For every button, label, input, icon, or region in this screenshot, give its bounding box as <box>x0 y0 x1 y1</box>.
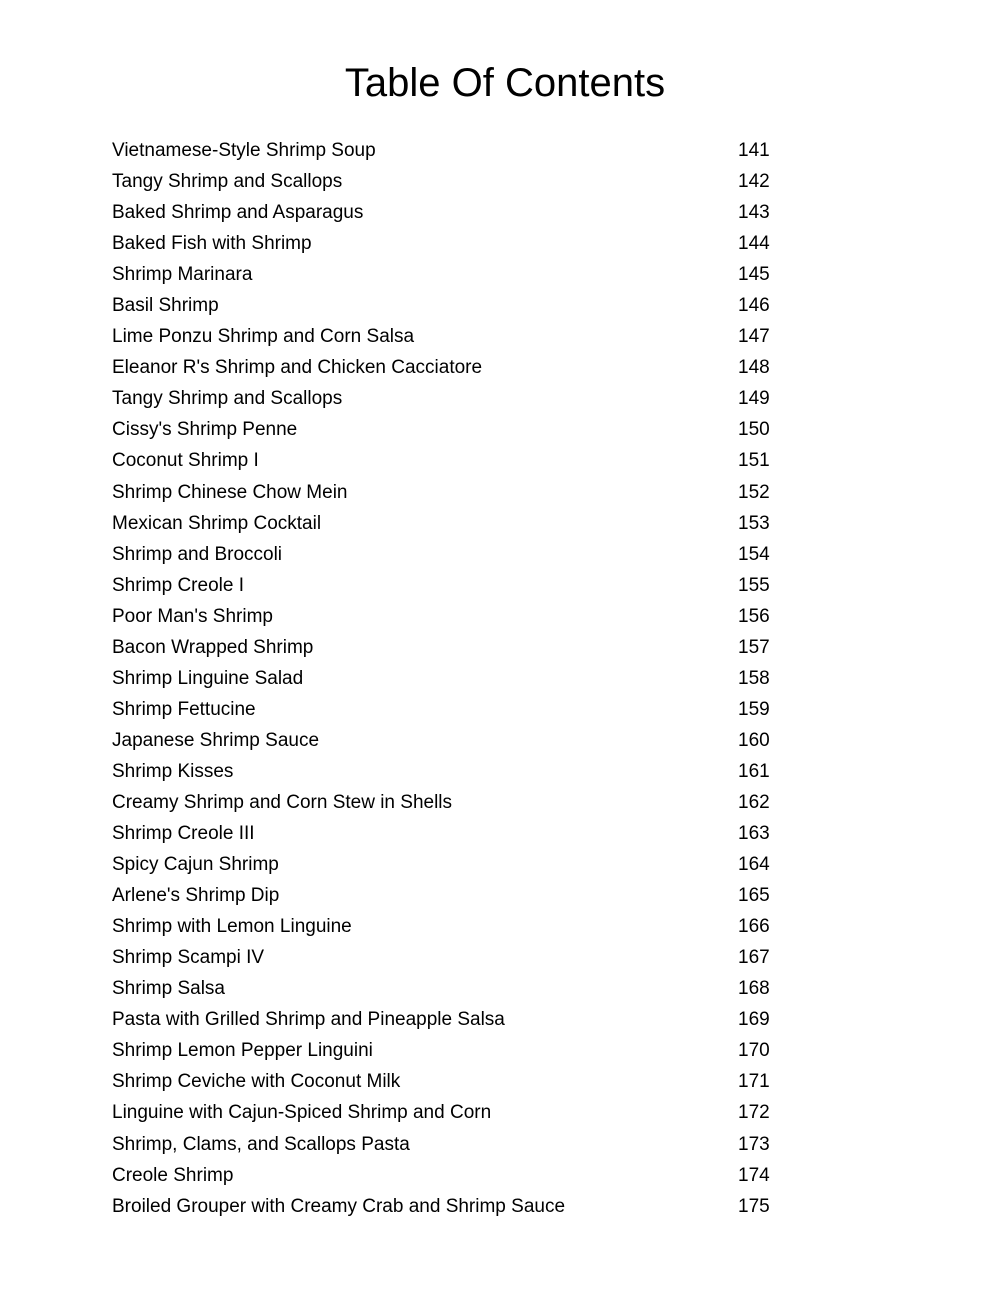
toc-entry-title: Shrimp Ceviche with Coconut Milk <box>112 1071 401 1093</box>
toc-entry-title: Basil Shrimp <box>112 295 219 317</box>
toc-entry[interactable] <box>112 880 792 911</box>
toc-entry-page: 141 <box>738 140 770 161</box>
toc-entry-page: 148 <box>738 357 770 379</box>
toc-entry-page: 144 <box>738 233 770 255</box>
toc-entry-title: Shrimp Scampi IV <box>112 947 265 969</box>
toc-entry-page: 150 <box>738 419 770 441</box>
toc-entry-title: Vietnamese-Style Shrimp Soup <box>112 140 376 161</box>
toc-entry-title: Pasta with Grilled Shrimp and Pineapple Salsa <box>112 1009 505 1031</box>
toc-entry-page: 166 <box>738 916 770 938</box>
toc-entry-title: Cissy's Shrimp Penne <box>112 419 298 441</box>
toc-entry[interactable] <box>112 601 792 632</box>
toc-entry[interactable] <box>112 383 792 414</box>
toc-entry-title: Shrimp Salsa <box>112 978 225 1000</box>
toc-entry-page: 165 <box>738 885 770 907</box>
toc-entry[interactable] <box>112 414 792 445</box>
toc-entry-title: Shrimp Kisses <box>112 760 234 782</box>
toc-entry-page: 157 <box>738 636 770 658</box>
toc-entry-title: Shrimp Chinese Chow Mein <box>112 481 348 503</box>
toc-entry-title: Arlene's Shrimp Dip <box>112 885 280 907</box>
toc-entry-page: 156 <box>738 605 770 627</box>
toc-entry-title: Broiled Grouper with Creamy Crab and Shrimp Sauce <box>112 1195 566 1217</box>
toc-entry-title: Shrimp, Clams, and Scallops Pasta <box>112 1133 410 1155</box>
toc-entry[interactable] <box>112 725 792 756</box>
toc-entry[interactable] <box>112 632 792 663</box>
toc-entry[interactable] <box>112 1129 792 1160</box>
toc-entry-title: Baked Fish with Shrimp <box>112 233 312 255</box>
toc-entry[interactable] <box>112 973 792 1004</box>
toc-entry-page: 168 <box>738 978 770 1000</box>
toc-entry[interactable] <box>112 352 792 383</box>
toc-entry-title: Shrimp with Lemon Linguine <box>112 916 352 938</box>
toc-entry[interactable] <box>112 135 792 166</box>
toc-entry-page: 172 <box>738 1102 770 1124</box>
toc-entry-page: 167 <box>738 947 770 969</box>
toc-entry-title: Baked Shrimp and Asparagus <box>112 202 364 224</box>
toc-entry-title: Poor Man's Shrimp <box>112 605 273 627</box>
toc-entry-page: 164 <box>738 854 770 876</box>
toc-entry-page: 146 <box>738 295 770 317</box>
toc-entry-page: 147 <box>738 326 770 348</box>
toc-entry-page: 158 <box>738 667 770 689</box>
toc-entry-title: Tangy Shrimp and Scallops <box>112 388 343 410</box>
toc-entry-title: Linguine with Cajun-Spiced Shrimp and Corn <box>112 1102 492 1124</box>
toc-entry[interactable] <box>112 445 792 476</box>
toc-entry[interactable] <box>112 508 792 539</box>
page-title: Table Of Contents <box>344 61 666 105</box>
toc-entry-title: Creamy Shrimp and Corn Stew in Shells <box>112 791 453 813</box>
toc-entry-title: Creole Shrimp <box>112 1164 234 1186</box>
toc-entry-page: 171 <box>738 1071 770 1093</box>
toc-entry-page: 160 <box>738 729 770 751</box>
toc-entry-title: Tangy Shrimp and Scallops <box>112 171 343 193</box>
toc-entry[interactable] <box>112 756 792 787</box>
toc-entry[interactable] <box>112 539 792 570</box>
toc-entry-page: 151 <box>738 450 770 472</box>
toc-entry-page: 153 <box>738 512 770 534</box>
toc-entry-title: Mexican Shrimp Cocktail <box>112 512 322 534</box>
toc-entry[interactable] <box>112 197 792 228</box>
toc-entry[interactable] <box>112 259 792 290</box>
toc-entry[interactable] <box>112 942 792 973</box>
toc-entry-title: Japanese Shrimp Sauce <box>112 729 320 751</box>
toc-entry-page: 161 <box>738 760 770 782</box>
toc-entry[interactable] <box>112 1191 792 1222</box>
toc-entry-title: Coconut Shrimp I <box>112 450 259 472</box>
toc-entry-title: Shrimp Lemon Pepper Linguini <box>112 1040 373 1062</box>
toc-entry[interactable] <box>112 477 792 508</box>
toc-entry-title: Spicy Cajun Shrimp <box>112 854 279 876</box>
toc-entry-page: 173 <box>738 1133 770 1155</box>
toc-entry-page: 145 <box>738 264 770 286</box>
toc-entry-title: Shrimp Linguine Salad <box>112 667 304 689</box>
toc-entry-title: Lime Ponzu Shrimp and Corn Salsa <box>112 326 415 348</box>
toc-entry[interactable] <box>112 1066 792 1097</box>
toc-entry[interactable] <box>112 694 792 725</box>
toc-entry[interactable] <box>112 228 792 259</box>
toc-entry-title: Shrimp Marinara <box>112 264 253 286</box>
toc-entry-title: Shrimp Creole III <box>112 823 255 845</box>
toc-list <box>112 135 792 1222</box>
toc-entry[interactable] <box>112 1035 792 1066</box>
toc-entry-page: 159 <box>738 698 770 720</box>
toc-entry-title: Bacon Wrapped Shrimp <box>112 636 314 658</box>
toc-entry-page: 142 <box>738 171 770 193</box>
toc-entry-page: 174 <box>738 1164 770 1186</box>
toc-entry-page: 143 <box>738 202 770 224</box>
toc-entry[interactable] <box>112 818 792 849</box>
toc-entry[interactable] <box>112 1004 792 1035</box>
toc-entry-page: 149 <box>738 388 770 410</box>
toc-entry-title: Shrimp Creole I <box>112 574 244 596</box>
toc-entry[interactable] <box>112 1097 792 1128</box>
toc-entry[interactable] <box>112 663 792 694</box>
toc-entry-page: 170 <box>738 1040 770 1062</box>
toc-entry-page: 169 <box>738 1009 770 1031</box>
toc-entry-page: 152 <box>738 481 770 503</box>
toc-entry[interactable] <box>112 1160 792 1191</box>
toc-entry-page: 175 <box>738 1195 770 1217</box>
toc-entry[interactable] <box>112 849 792 880</box>
toc-entry[interactable] <box>112 911 792 942</box>
toc-entry[interactable] <box>112 787 792 818</box>
toc-entry-page: 155 <box>738 574 770 596</box>
toc-entry-title: Shrimp and Broccoli <box>112 543 283 565</box>
toc-entry-page: 162 <box>738 791 770 813</box>
toc-entry[interactable] <box>112 570 792 601</box>
toc-entry-page: 154 <box>738 543 770 565</box>
toc-entry[interactable] <box>112 321 792 352</box>
toc-entry-title: Shrimp Fettucine <box>112 698 256 720</box>
toc-entry-page: 163 <box>738 823 770 845</box>
toc-entry[interactable] <box>112 290 792 321</box>
toc-entry[interactable] <box>112 166 792 197</box>
toc-entry-title: Eleanor R's Shrimp and Chicken Cacciatore <box>112 357 483 379</box>
